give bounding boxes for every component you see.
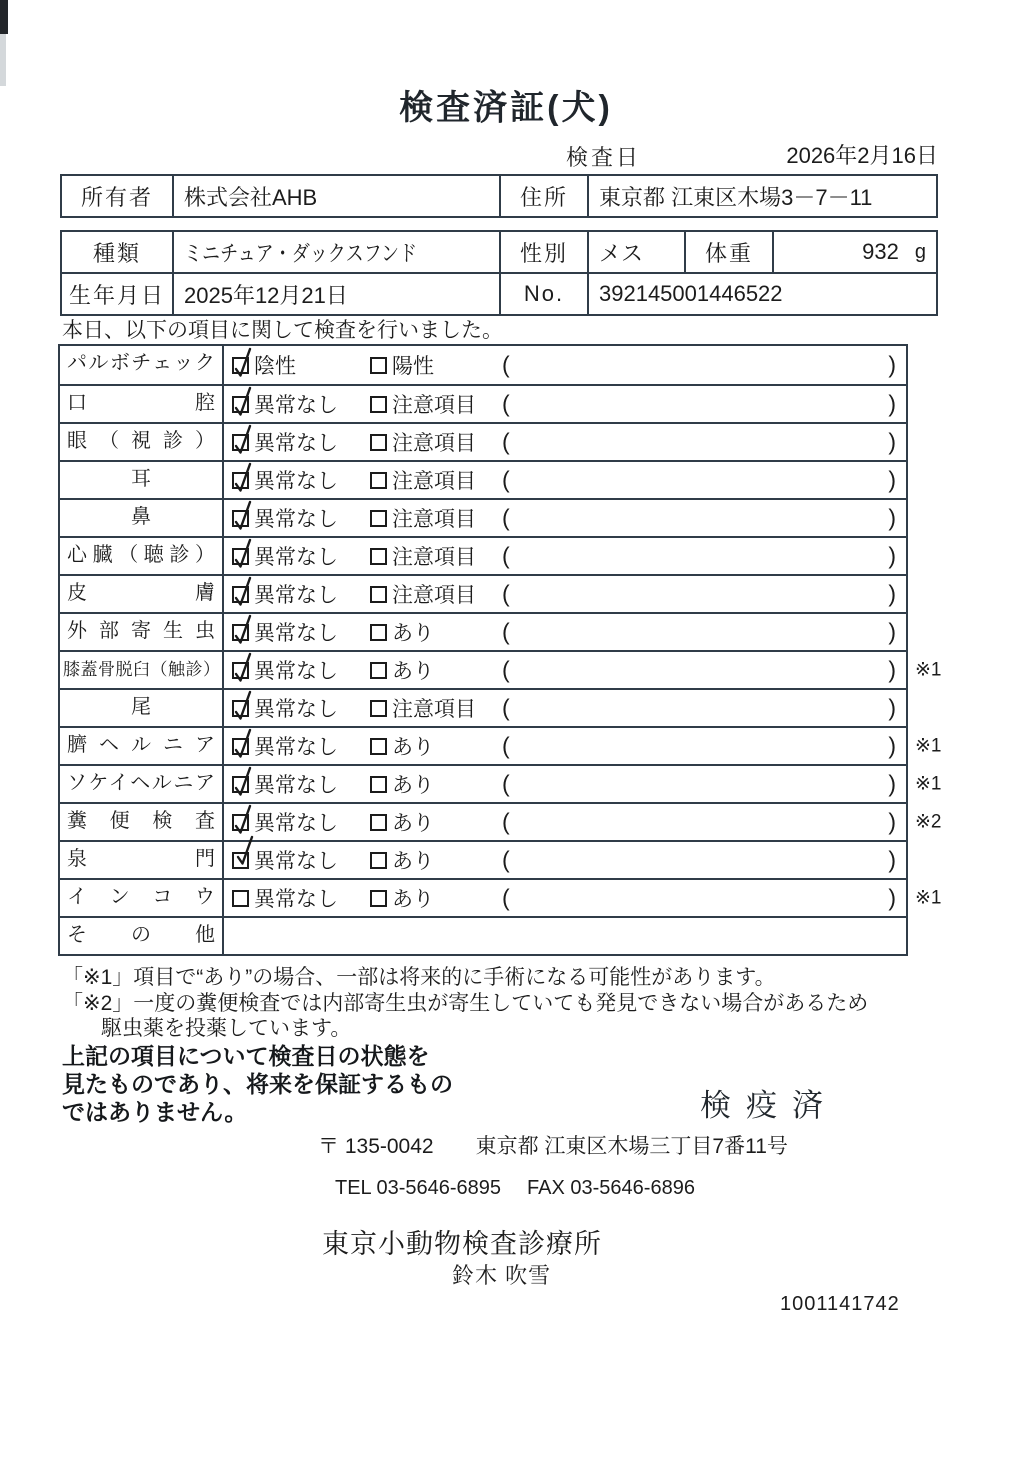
result-option-1 [232,576,338,612]
row-footnote-mark: ※1 [915,659,942,681]
weight-label-cell: 体重 [684,232,772,272]
check-mark-icon [230,689,256,723]
checklist-row-body [224,346,906,384]
checklist-row [60,878,942,916]
result-option-1 [232,538,338,574]
paren-close: ) [888,770,896,797]
result-option-2 [370,804,434,840]
disclaimer-line-2: 見たものであり、将来を保証するもの [62,1071,453,1097]
checklist-item-label: ソケイヘルニア [60,766,224,802]
checkbox-2-icon [370,852,387,869]
checklist-row [60,916,906,954]
checklist-row-body [224,842,906,878]
checkbox-1-icon [232,357,249,374]
result-option-1 [232,690,338,726]
checklist-item-label: 口腔 [60,386,224,422]
checkbox-2-icon [370,548,387,565]
paren-open: ( [502,618,510,645]
checklist-row [60,460,906,498]
result-option-2-label: あり [392,774,434,797]
paren-open: ( [502,884,510,911]
paren-close: ) [888,504,896,531]
result-option-1-label: 異常なし [254,546,338,569]
checklist-item-label: その他 [60,918,224,954]
result-option-1-label: 異常なし [254,812,338,835]
result-option-1 [232,346,296,384]
paren-open: ( [502,694,510,721]
owner-table [60,174,938,218]
paren-open: ( [502,390,510,417]
paren-close: ) [888,351,896,378]
result-option-2 [370,880,434,916]
check-mark-icon [230,613,256,647]
checklist-row [60,612,906,650]
check-mark-icon [230,537,256,571]
address-value-cell: 東京都 江東区木場3－7－11 [587,176,936,216]
paren-close: ) [888,732,896,759]
result-option-1-label: 異常なし [254,394,338,417]
row-footnote-mark: ※2 [915,811,942,833]
checkbox-2-icon [370,624,387,641]
paren-close: ) [888,542,896,569]
breed-value: ミニチュア・ダックスフンド [184,240,418,266]
checkbox-1-icon [232,662,249,679]
address-label-cell: 住所 [499,176,587,216]
checklist-row-body [224,728,906,764]
checklist-item-label: 臍ヘルニア [60,728,224,764]
checklist-row-body [224,500,906,536]
disclaimer-text [62,1042,453,1126]
checkbox-2-icon [370,700,387,717]
row-footnote-mark: ※1 [915,887,942,909]
checklist-row-body [224,652,906,688]
result-option-2 [370,424,476,460]
check-mark-icon [230,346,256,380]
serial-number: 1001141742 [780,1293,900,1315]
checklist-row-body [224,424,906,460]
checklist-row [60,384,906,422]
paren-close: ) [888,390,896,417]
checkbox-1-icon [232,776,249,793]
result-option-1 [232,804,338,840]
clinic-fax: FAX 03-5646-6896 [527,1177,695,1199]
no-label-cell: No. [499,274,587,314]
no-value-cell: 392145001446522 [587,274,936,314]
checkbox-1-icon [232,472,249,489]
checklist-row-body [224,690,906,726]
result-option-2-label: 注意項目 [392,470,476,493]
result-option-2-label: あり [392,660,434,683]
result-option-1-label: 異常なし [254,622,338,645]
sex-value-cell: メス [587,232,684,272]
checklist-row [60,688,906,726]
paren-open: ( [502,580,510,607]
paren-open: ( [502,428,510,455]
check-mark-icon [230,575,256,609]
paren-close: ) [888,428,896,455]
checkbox-2-icon [370,434,387,451]
paren-close: ) [888,694,896,721]
checklist-row-body [224,614,906,650]
checkbox-2-icon [370,510,387,527]
result-option-2-label: 注意項目 [392,546,476,569]
checkbox-1-icon [232,434,249,451]
checkbox-2-icon [370,814,387,831]
result-option-2 [370,386,476,422]
checkbox-2-icon [370,586,387,603]
checkbox-2-icon [370,890,387,907]
paren-open: ( [502,656,510,683]
result-option-1 [232,880,338,916]
checklist-row [60,346,906,384]
result-option-1-label: 異常なし [254,888,338,911]
disclaimer-line-3: ではありません。 [62,1099,248,1125]
result-option-2 [370,538,476,574]
paren-open: ( [502,351,510,378]
checklist-row-body [224,766,906,802]
checkbox-1-icon [232,738,249,755]
result-option-2-label: あり [392,812,434,835]
checklist-row [60,802,942,840]
checklist-row [60,726,942,764]
result-option-2-label: あり [392,888,434,911]
paren-close: ) [888,808,896,835]
result-option-1 [232,500,338,536]
result-option-2 [370,614,434,650]
checklist-item-label: パルボチェック [60,346,224,384]
checklist-item-label: 耳 [60,462,224,498]
result-option-2-label: 注意項目 [392,698,476,721]
pet-table [60,230,938,316]
row-footnote-mark: ※1 [915,773,942,795]
checklist-item-label: 外部寄生虫 [60,614,224,650]
checklist-row-body [224,576,906,612]
result-option-1 [232,652,338,688]
paren-open: ( [502,504,510,531]
checklist-item-label: 膝蓋骨脱臼（触診） [60,652,224,688]
checkbox-1-icon [232,852,249,869]
inspection-date-label: 検査日 [566,145,642,170]
checkbox-2-icon [370,472,387,489]
owner-label-cell: 所有者 [80,184,153,210]
scan-artifact-fade [0,34,6,86]
result-option-1-label: 異常なし [254,698,338,721]
checkbox-2-icon [370,738,387,755]
result-option-1-label: 異常なし [254,432,338,455]
result-option-2 [370,690,476,726]
result-option-2-label: 注意項目 [392,584,476,607]
checkbox-1-icon [232,890,249,907]
weight-unit: g [914,240,926,263]
result-option-1 [232,424,338,460]
birth-value-cell: 2025年12月21日 [172,274,499,314]
paren-close: ) [888,618,896,645]
result-option-1-label: 異常なし [254,660,338,683]
checklist-item-label: 鼻 [60,500,224,536]
result-option-2 [370,500,476,536]
result-option-1 [232,462,338,498]
paren-open: ( [502,466,510,493]
checklist-item-label: 皮膚 [60,576,224,612]
result-option-2-label: 注意項目 [392,508,476,531]
check-mark-icon [230,499,256,533]
quarantine-stamp: 検疫済 [700,1088,838,1123]
result-option-1 [232,614,338,650]
certificate-title: 検査済証(犬) [399,89,613,127]
result-option-2-label: 注意項目 [392,432,476,455]
checkbox-2-icon [370,662,387,679]
checklist-item-label: 尾 [60,690,224,726]
result-option-1-label: 異常なし [254,850,338,873]
paren-open: ( [502,542,510,569]
paren-open: ( [502,770,510,797]
paren-close: ) [888,656,896,683]
inspection-date-value: 2026年2月16日 [786,143,938,168]
veterinarian-name: 鈴木 吹雪 [452,1263,552,1288]
result-option-2-label: あり [392,622,434,645]
disclaimer-line-1: 上記の項目について検査日の状態を [62,1043,430,1069]
result-option-2 [370,728,434,764]
result-option-2-label: 注意項目 [392,394,476,417]
paren-open: ( [502,732,510,759]
pet-table-row-2 [62,272,936,314]
result-option-1-label: 陰性 [254,355,296,378]
paren-close: ) [888,846,896,873]
clinic-name: 東京小動物検査診療所 [322,1229,602,1259]
checkbox-1-icon [232,700,249,717]
checklist-item-label: 心臓（聴診） [60,538,224,574]
checkbox-1-icon [232,548,249,565]
checklist-item-label: インコウ [60,880,224,916]
checklist-row [60,840,906,878]
paren-close: ) [888,884,896,911]
checkbox-2-icon [370,396,387,413]
result-option-2 [370,576,476,612]
checklist-table [58,344,942,956]
checklist-row [60,650,942,688]
result-option-2-label: あり [392,736,434,759]
check-mark-icon [230,385,256,419]
clinic-address: 東京都 江東区木場三丁目7番11号 [475,1135,788,1158]
footnote-1: 「※1」項目で“あり”の場合、一部は将来的に手術になる可能性があります。 [62,966,776,989]
check-mark-icon [230,423,256,457]
clinic-postal-line [318,1130,788,1160]
footnote-2-continued: 駆虫薬を投薬しています。 [101,1017,352,1040]
result-option-2 [370,462,476,498]
checklist-row-body [224,538,906,574]
paren-close: ) [888,466,896,493]
check-mark-icon [230,765,256,799]
checklist-item-label: 眼（視診） [60,424,224,460]
result-option-1 [232,386,338,422]
checkbox-1-icon [232,510,249,527]
scan-artifact [0,0,8,34]
clinic-postal-code: 〒 135-0042 [318,1135,434,1158]
checklist-row-body [224,880,906,916]
result-option-1-label: 異常なし [254,508,338,531]
checklist-row-body [224,386,906,422]
result-option-2 [370,766,434,802]
checklist-row-body [224,918,906,954]
weight-value-cell [772,232,936,272]
paren-open: ( [502,846,510,873]
clinic-tel: TEL 03-5646-6895 [335,1177,502,1199]
checklist-row-body [224,462,906,498]
result-option-1 [232,842,338,878]
checklist-row [60,574,906,612]
owner-value-cell: 株式会社AHB [172,176,499,216]
check-mark-icon [230,651,256,685]
check-mark-icon [230,461,256,495]
checklist-item-label: 泉門 [60,842,224,878]
check-mark-icon [230,727,256,761]
checkbox-1-icon [232,586,249,603]
checkbox-2-icon [370,357,387,374]
result-option-2-label: 陽性 [392,355,434,378]
checkbox-2-icon [370,776,387,793]
result-option-2 [370,346,434,384]
sex-label-cell: 性別 [499,232,587,272]
breed-value-cell [172,232,499,272]
result-option-1-label: 異常なし [254,774,338,797]
result-option-1 [232,766,338,802]
result-option-2 [370,842,434,878]
result-option-1-label: 異常なし [254,584,338,607]
birth-label-cell: 生年月日 [68,282,165,308]
clinic-telfax-line [335,1177,695,1200]
paren-close: ) [888,580,896,607]
checklist-row [60,536,906,574]
checklist-row [60,498,906,536]
checklist-row-body [224,804,906,840]
result-option-1 [232,728,338,764]
check-mark-icon [230,803,256,837]
checklist-row [60,422,906,460]
breed-label-cell: 種類 [92,240,141,266]
paren-open: ( [502,808,510,835]
checklist-item-label: 糞便検査 [60,804,224,840]
result-option-1-label: 異常なし [254,470,338,493]
result-option-2 [370,652,434,688]
checkbox-1-icon [232,624,249,641]
checklist-row [60,764,942,802]
result-option-1-label: 異常なし [254,736,338,759]
footnote-2: 「※2」一度の糞便検査では内部寄生虫が寄生していても発見できない場合があるため [62,992,869,1015]
row-footnote-mark: ※1 [915,735,942,757]
checkbox-1-icon [232,814,249,831]
pet-table-row-1 [62,232,936,272]
intro-text: 本日、以下の項目に関して検査を行いました。 [62,319,503,342]
checkbox-1-icon [232,396,249,413]
result-option-2-label: あり [392,850,434,873]
weight-value: 932 [862,239,899,264]
